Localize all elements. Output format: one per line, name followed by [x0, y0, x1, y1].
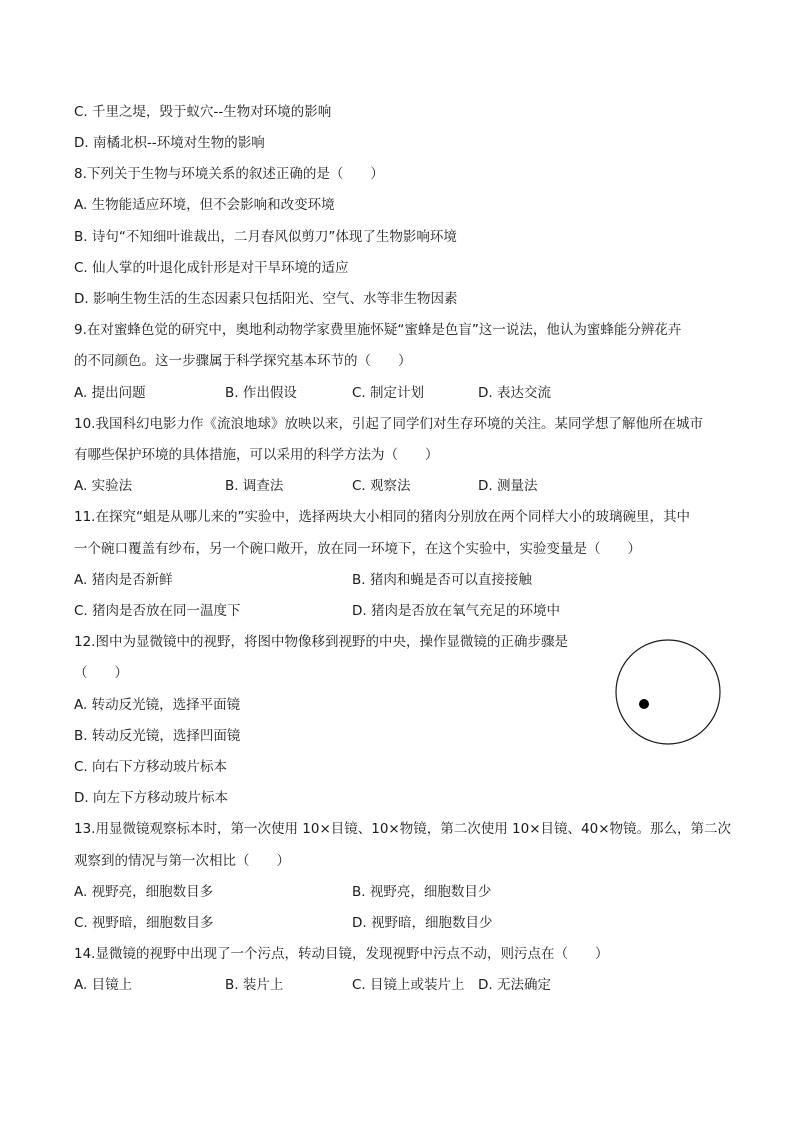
q7-option-c: C. 千里之堤，毁于蚁穴--生物对环境的影响 [74, 104, 332, 120]
q9-option-b: B. 作出假设 [225, 385, 297, 401]
q11-options-row1 [74, 571, 734, 589]
q14-option-b: B. 装片上 [225, 977, 284, 993]
q14-options [74, 976, 734, 994]
q14-option-c: C. 目镜上或装片上 [352, 977, 465, 993]
q9-stem-line1: 9.在对蜜蜂色觉的研究中，奥地利动物学家费里施怀疑“蜜蜂是色盲”这一说法，他认为蜜蜂能分辨花卉 [74, 322, 682, 338]
q10-options [74, 477, 734, 495]
q11-stem-line2: 一个碗口覆盖有纱布，另一个碗口敞开，放在同一环境下，在这个实验中，实验变量是（ ） [74, 541, 641, 557]
field-of-view-circle [616, 640, 720, 744]
q10-option-a: A. 实验法 [74, 478, 133, 494]
q14-option-d: D. 无法确定 [478, 977, 551, 993]
q14-option-a: A. 目镜上 [74, 977, 133, 993]
q11-stem-line1: 11.在探究“蛆是从哪儿来的”实验中，选择两块大小相同的猪肉分别放在两个同样大小的玻璃碗里，其中 [74, 509, 690, 525]
q9-option-a: A. 提出问题 [74, 385, 146, 401]
q9-option-d: D. 表达交流 [478, 385, 551, 401]
q11-option-a: A. 猪肉是否新鲜 [74, 572, 173, 588]
microscope-field-figure [614, 638, 722, 746]
q12-option-b: B. 转动反光镜，选择凹面镜 [74, 728, 241, 744]
q9-option-c: C. 制定计划 [352, 385, 425, 401]
q11-option-c: C. 猪肉是否放在同一温度下 [74, 603, 241, 619]
q14-stem: 14.显微镜的视野中出现了一个污点，转动目镜，发现视野中污点不动，则污点在（ ） [74, 946, 609, 962]
q13-options-row2 [74, 914, 734, 932]
q8-option-a: A. 生物能适应环境，但不会影响和改变环境 [74, 197, 335, 213]
q9-options [74, 384, 734, 402]
q9-stem-line2: 的不同颜色。这一步骤属于科学探究基本环节的（ ） [74, 353, 412, 369]
q13-options-row1 [74, 883, 734, 901]
q10-stem-line2: 有哪些保护环境的具体措施，可以采用的科学方法为（ ） [74, 447, 439, 463]
q12-option-c: C. 向右下方移动玻片标本 [74, 759, 228, 775]
q10-option-d: D. 测量法 [478, 478, 538, 494]
specimen-dot [639, 699, 649, 709]
q12-stem-line1: 12.图中为显微镜中的视野，将图中物像移到视野的中央，操作显微镜的正确步骤是 [74, 634, 568, 650]
q10-option-b: B. 调查法 [225, 478, 284, 494]
q13-stem-line2: 观察到的情况与第一次相比（ ） [74, 853, 290, 869]
q11-options-row2 [74, 602, 734, 620]
q7-option-d: D. 南橘北枳--环境对生物的影响 [74, 135, 265, 151]
q8-option-b: B. 诗句“不知细叶谁裁出，二月春风似剪刀”体现了生物影响环境 [74, 229, 457, 245]
q12-stem-line2: （ ） [74, 665, 128, 681]
q10-stem-line1: 10.我国科幻电影力作《流浪地球》放映以来，引起了同学们对生存环境的关注。某同学想了解他所在城市 [74, 416, 703, 432]
q10-option-c: C. 观察法 [352, 478, 411, 494]
q8-option-d: D. 影响生物生活的生态因素只包括阳光、空气、水等非生物因素 [74, 291, 458, 307]
q13-stem-line1: 13.用显微镜观察标本时，第一次使用 10×目镜、10×物镜，第二次使用 10×目镜、40×物镜。那么，第二次 [74, 821, 732, 837]
q13-option-d: D. 视野暗，细胞数目少 [352, 915, 493, 931]
q11-option-d: D. 猪肉是否放在氧气充足的环境中 [352, 603, 560, 619]
q13-option-b: B. 视野亮，细胞数目少 [352, 884, 492, 900]
q8-option-c: C. 仙人掌的叶退化成针形是对干旱环境的适应 [74, 260, 349, 276]
q13-option-a: A. 视野亮，细胞数目多 [74, 884, 214, 900]
q8-stem: 8.下列关于生物与环境关系的叙述正确的是（ ） [74, 166, 384, 182]
q11-option-b: B. 猪肉和蝇是否可以直接接触 [352, 572, 532, 588]
q13-option-c: C. 视野暗，细胞数目多 [74, 915, 214, 931]
q12-option-d: D. 向左下方移动玻片标本 [74, 790, 228, 806]
q12-option-a: A. 转动反光镜，选择平面镜 [74, 697, 241, 713]
